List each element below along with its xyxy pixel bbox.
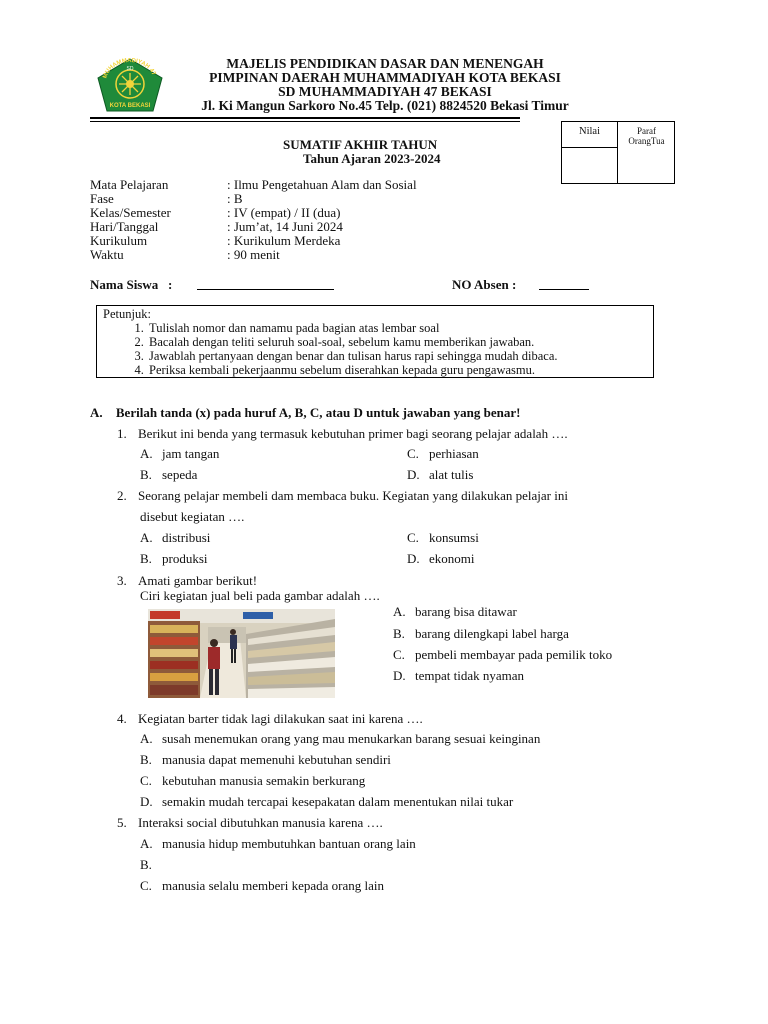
header-line-1: MAJELIS PENDIDIKAN DASAR DAN MENENGAH <box>226 56 544 71</box>
answer-option[interactable]: C. pembeli membayar pada pemilik toko <box>393 647 613 662</box>
identity-value: : Jum’at, 14 Juni 2024 <box>227 219 343 234</box>
identity-value: : 90 menit <box>227 247 280 262</box>
answer-option[interactable]: D. alat tulis <box>407 467 474 482</box>
question-text-cont: disebut kegiatan …. <box>140 509 245 524</box>
section-letter: A. <box>90 405 103 420</box>
svg-text:KOTA BEKASI: KOTA BEKASI <box>109 103 151 109</box>
student-name-label: Nama Siswa : <box>90 277 173 292</box>
identity-row <box>90 192 417 206</box>
identity-key: Kurikulum <box>90 233 148 248</box>
answer-option[interactable]: C. manusia selalu memberi kepada orang lain <box>140 878 385 893</box>
student-name-line[interactable] <box>197 289 334 290</box>
instruction-item: 1. Tulislah nomor dan namamu pada bagian atas lembar soal <box>147 321 558 335</box>
header-divider-thin <box>90 121 520 122</box>
answer-option[interactable]: B. barang dilengkapi label harga <box>393 626 569 641</box>
score-box <box>561 121 675 184</box>
section-a-heading <box>90 405 520 421</box>
instructions-box <box>96 305 654 378</box>
identity-table <box>90 178 417 262</box>
supermarket-photo <box>148 609 335 698</box>
identity-row <box>90 178 417 192</box>
section-title: Berilah tanda (x) pada huruf A, B, C, atau D untuk jawaban yang benar! <box>115 405 521 420</box>
score-label: Nilai <box>579 126 600 137</box>
header-line-3: SD MUHAMMADIYAH 47 BEKASI <box>278 84 492 99</box>
identity-row <box>90 206 417 220</box>
answer-option[interactable]: B. <box>140 857 152 872</box>
question-number: 3. <box>117 573 127 588</box>
instructions-label: Petunjuk: <box>103 307 151 321</box>
identity-row <box>90 248 417 262</box>
identity-key: Mata Pelajaran <box>90 177 169 192</box>
question-1 <box>117 426 568 441</box>
identity-value: : B <box>227 191 243 206</box>
answer-option[interactable]: B. produksi <box>140 551 208 566</box>
parent-signature-label: Paraf OrangTua <box>628 126 665 146</box>
question-text: Interaksi social dibutuhkan manusia karena …. <box>138 815 383 830</box>
answer-option[interactable]: A. susah menemukan orang yang mau menukarkan barang sesuai keinginan <box>140 731 541 746</box>
svg-text:SD: SD <box>126 66 134 72</box>
header-line-2: PIMPINAN DAERAH MUHAMMADIYAH KOTA BEKASI <box>209 70 561 85</box>
answer-option[interactable]: D. tempat tidak nyaman <box>393 668 525 683</box>
answer-option[interactable]: C. kebutuhan manusia semakin berkurang <box>140 773 366 788</box>
header-address: Jl. Ki Mangun Sarkoro No.45 Telp. (021) 8824520 Bekasi Timur <box>201 98 569 113</box>
answer-option[interactable]: B. sepeda <box>140 467 198 482</box>
question-text: Amati gambar berikut! <box>138 573 258 588</box>
question-4 <box>117 711 423 726</box>
score-box-header-line <box>562 147 617 148</box>
identity-value: : Ilmu Pengetahuan Alam dan Sosial <box>227 177 417 192</box>
question-text-cont: Ciri kegiatan jual beli pada gambar adalah …. <box>140 588 380 603</box>
identity-key: Hari/Tanggal <box>90 219 159 234</box>
answer-option[interactable]: D. semakin mudah tercapai kesepakatan dalam menentukan nilai tukar <box>140 794 514 809</box>
question-number: 5. <box>117 815 127 830</box>
answer-option[interactable]: C. perhiasan <box>407 446 479 461</box>
score-box-divider <box>617 122 618 183</box>
answer-option[interactable]: B. manusia dapat memenuhi kebutuhan sendiri <box>140 752 391 767</box>
question-text: Kegiatan barter tidak lagi dilakukan saat ini karena …. <box>138 711 423 726</box>
question-text: Seorang pelajar membeli dam membaca buku. Kegiatan yang dilakukan pelajar ini <box>138 488 568 503</box>
question-2 <box>117 488 568 503</box>
question-5 <box>117 815 383 830</box>
identity-key: Waktu <box>90 247 124 262</box>
identity-value: : Kurikulum Merdeka <box>227 233 341 248</box>
identity-key: Kelas/Semester <box>90 205 171 220</box>
identity-row <box>90 234 417 248</box>
answer-option[interactable]: A. jam tangan <box>140 446 220 461</box>
identity-value: : IV (empat) / II (dua) <box>227 205 341 220</box>
identity-key: Fase <box>90 191 114 206</box>
question-3 <box>117 573 257 588</box>
question-number: 4. <box>117 711 127 726</box>
absen-line[interactable] <box>539 289 589 290</box>
question-text: Berikut ini benda yang termasuk kebutuhan primer bagi seorang pelajar adalah …. <box>138 426 568 441</box>
absen-label: NO Absen : <box>452 277 517 292</box>
exam-year: Tahun Ajaran 2023-2024 <box>303 151 441 166</box>
answer-option[interactable]: D. ekonomi <box>407 551 475 566</box>
identity-row <box>90 220 417 234</box>
answer-option[interactable]: A. manusia hidup membutuhkan bantuan orang lain <box>140 836 416 851</box>
answer-option[interactable]: A. distribusi <box>140 530 211 545</box>
answer-option[interactable]: C. konsumsi <box>407 530 479 545</box>
answer-option[interactable]: A. barang bisa ditawar <box>393 604 517 619</box>
svg-text:MUHAMMADIYAH 47: MUHAMMADIYAH 47 <box>102 58 157 80</box>
instruction-item: 2. Bacalah dengan teliti seluruh soal-soal, sebelum kamu memberikan jawaban. <box>147 335 558 349</box>
question-number: 2. <box>117 488 127 503</box>
exam-title: SUMATIF AKHIR TAHUN <box>283 137 438 152</box>
instruction-item: 4. Periksa kembali pekerjaanmu sebelum diserahkan kepada guru pengawasmu. <box>147 363 558 377</box>
question-number: 1. <box>117 426 127 441</box>
header-divider-thick <box>90 117 520 119</box>
instruction-item: 3. Jawablah pertanyaan dengan benar dan tulisan harus rapi sehingga mudah dibaca. <box>147 349 558 363</box>
